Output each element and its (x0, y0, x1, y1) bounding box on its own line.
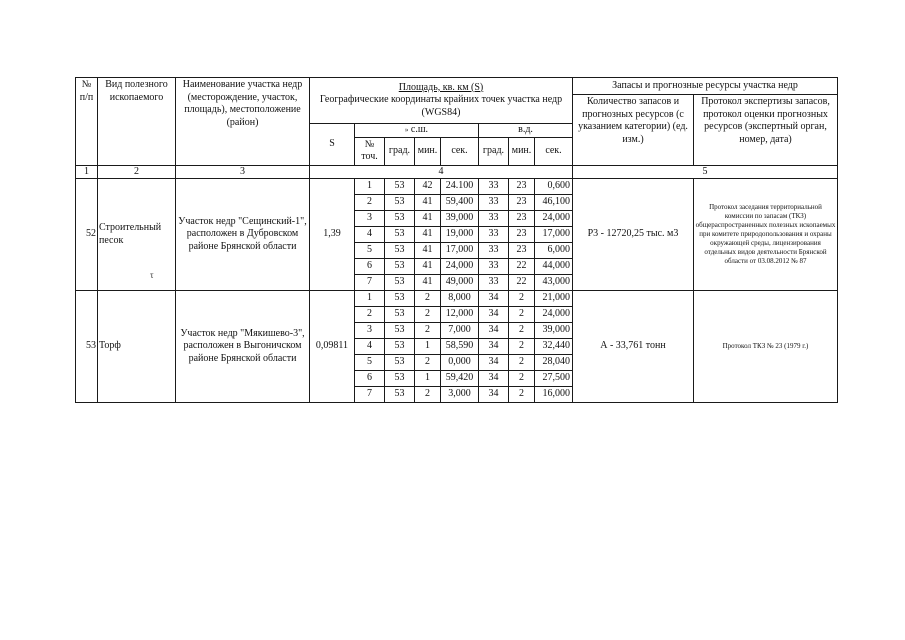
lon-seconds: 16,000 (535, 387, 573, 403)
point-number: 2 (355, 195, 385, 211)
point-number: 3 (355, 211, 385, 227)
lat-seconds: 12,000 (441, 307, 479, 323)
header-area-subtitle: Географические координаты крайних точек участка недр (WGS84) (319, 94, 563, 118)
lat-seconds: 24,000 (441, 259, 479, 275)
lat-degrees: 53 (385, 259, 415, 275)
header-lon-min: мин. (509, 137, 535, 165)
point-number: 5 (355, 355, 385, 371)
lon-minutes: 2 (509, 291, 535, 307)
column-number: 2 (98, 165, 176, 179)
lat-minutes: 1 (415, 339, 441, 355)
lat-degrees: 53 (385, 179, 415, 195)
lon-seconds: 46,100 (535, 195, 573, 211)
lon-seconds: 44,000 (535, 259, 573, 275)
lon-seconds: 27,500 (535, 371, 573, 387)
lat-seconds: 19,000 (441, 227, 479, 243)
lon-seconds: 24,000 (535, 211, 573, 227)
lat-degrees: 53 (385, 275, 415, 291)
lon-minutes: 23 (509, 179, 535, 195)
lon-degrees: 34 (479, 339, 509, 355)
lon-minutes: 23 (509, 243, 535, 259)
lon-seconds: 6,000 (535, 243, 573, 259)
mineral-type: Торф (98, 291, 176, 403)
lat-degrees: 53 (385, 339, 415, 355)
lon-degrees: 34 (479, 291, 509, 307)
point-number: 4 (355, 227, 385, 243)
header-lat-min: мин. (415, 137, 441, 165)
lat-seconds: 39,000 (441, 211, 479, 227)
header-quantity: Количество запасов и прогнозных ресурсов (с указанием категории) (ед. изм.) (573, 95, 694, 166)
lon-degrees: 33 (479, 275, 509, 291)
site-description: Участок недр "Мякишево-3", расположен в Выгоничском районе Брянской области (176, 291, 310, 403)
lat-minutes: 41 (415, 275, 441, 291)
subsoil-areas-table (75, 77, 838, 403)
header-s: S (310, 124, 355, 166)
lat-degrees: 53 (385, 195, 415, 211)
lon-seconds: 17,000 (535, 227, 573, 243)
lon-minutes: 2 (509, 323, 535, 339)
point-number: 7 (355, 387, 385, 403)
stray-mark: τ (150, 270, 154, 280)
area-value: 1,39 (310, 179, 355, 291)
lat-minutes: 41 (415, 195, 441, 211)
lat-degrees: 53 (385, 371, 415, 387)
area-value: 0,09811 (310, 291, 355, 403)
point-number: 6 (355, 259, 385, 275)
header-area-title: Площадь, кв. км (S) (398, 81, 484, 93)
point-number: 4 (355, 339, 385, 355)
lat-seconds: 49,000 (441, 275, 479, 291)
lon-minutes: 2 (509, 339, 535, 355)
table-row (76, 179, 838, 195)
lat-minutes: 41 (415, 259, 441, 275)
lat-degrees: 53 (385, 243, 415, 259)
header-site-name: Наименование участка недр (месторождение, участок, площадь), местоположение (район) (176, 78, 310, 166)
lat-seconds: 24.100 (441, 179, 479, 195)
lon-minutes: 23 (509, 227, 535, 243)
lon-minutes: 2 (509, 387, 535, 403)
point-number: 1 (355, 179, 385, 195)
column-number: 5 (573, 165, 838, 179)
entry-number: 52 (76, 179, 98, 291)
site-description: Участок недр "Сещинский-1", расположен в Дубровском районе Брянской области (176, 179, 310, 291)
point-number: 2 (355, 307, 385, 323)
lat-seconds: 0,000 (441, 355, 479, 371)
lat-degrees: 53 (385, 211, 415, 227)
lat-seconds: 59,400 (441, 195, 479, 211)
lon-seconds: 43,000 (535, 275, 573, 291)
protocol-reference: Протокол ТКЗ № 23 (1979 г.) (694, 291, 838, 403)
table-row (76, 291, 838, 307)
reserves-quantity: Р3 - 12720,25 тыс. м3 (573, 179, 694, 291)
lat-degrees: 53 (385, 227, 415, 243)
lat-minutes: 2 (415, 291, 441, 307)
lat-degrees: 53 (385, 355, 415, 371)
lon-degrees: 34 (479, 355, 509, 371)
header-point-no: № точ. (355, 137, 385, 165)
header-lon-deg: град. (479, 137, 509, 165)
lat-degrees: 53 (385, 291, 415, 307)
header-lon-sec: сек. (535, 137, 573, 165)
lat-seconds: 8,000 (441, 291, 479, 307)
lon-degrees: 34 (479, 387, 509, 403)
lon-degrees: 34 (479, 323, 509, 339)
lon-minutes: 23 (509, 195, 535, 211)
lat-minutes: 41 (415, 211, 441, 227)
lon-degrees: 33 (479, 227, 509, 243)
lat-degrees: 53 (385, 323, 415, 339)
lon-seconds: 21,000 (535, 291, 573, 307)
lon-seconds: 24,000 (535, 307, 573, 323)
point-number: 3 (355, 323, 385, 339)
lon-seconds: 39,000 (535, 323, 573, 339)
header-mineral-type: Вид полезного ископаемого (98, 78, 176, 166)
column-number: 1 (76, 165, 98, 179)
header-no: № п/п (76, 78, 98, 166)
header-latitude-label: с.ш. (410, 124, 429, 135)
header-lat-sec: сек. (441, 137, 479, 165)
reserves-quantity: А - 33,761 тонн (573, 291, 694, 403)
lat-seconds: 59,420 (441, 371, 479, 387)
lat-minutes: 2 (415, 323, 441, 339)
protocol-reference: Протокол заседания территориальной комиссии по запасам (ТКЗ) общераспространенных полезных ископаемых при комитете природопользования и охраны окружающей среды, лицензирования отдельных видов деятельности Брянской области от 03.08.2012 № 87 (694, 179, 838, 291)
lon-minutes: 22 (509, 275, 535, 291)
lon-degrees: 33 (479, 195, 509, 211)
column-number: 3 (176, 165, 310, 179)
lon-degrees: 33 (479, 259, 509, 275)
lon-minutes: 23 (509, 211, 535, 227)
header-reserves: Запасы и прогнозные ресурсы участка недр (573, 78, 838, 95)
point-number: 6 (355, 371, 385, 387)
header-protocol: Протокол экспертизы запасов, протокол оценки прогнозных ресурсов (экспертный орган, номер, дата) (694, 95, 838, 166)
header-lat-deg: град. (385, 137, 415, 165)
lon-minutes: 2 (509, 371, 535, 387)
lat-seconds: 58,590 (441, 339, 479, 355)
point-number: 5 (355, 243, 385, 259)
lon-minutes: 22 (509, 259, 535, 275)
lat-seconds: 7,000 (441, 323, 479, 339)
lat-seconds: 17,000 (441, 243, 479, 259)
lat-degrees: 53 (385, 387, 415, 403)
column-number: 4 (310, 165, 573, 179)
mineral-type: Строительный песок (98, 179, 176, 291)
lat-minutes: 2 (415, 387, 441, 403)
header-area-coords (310, 78, 573, 124)
header-latitude-mark: » (404, 126, 409, 134)
entry-number: 53 (76, 291, 98, 403)
lat-minutes: 42 (415, 179, 441, 195)
point-number: 1 (355, 291, 385, 307)
lon-minutes: 2 (509, 355, 535, 371)
lat-seconds: 3,000 (441, 387, 479, 403)
point-number: 7 (355, 275, 385, 291)
lon-degrees: 33 (479, 179, 509, 195)
lon-degrees: 33 (479, 243, 509, 259)
lon-seconds: 32,440 (535, 339, 573, 355)
lon-degrees: 34 (479, 371, 509, 387)
lon-degrees: 33 (479, 211, 509, 227)
lon-minutes: 2 (509, 307, 535, 323)
lat-minutes: 2 (415, 355, 441, 371)
lon-degrees: 34 (479, 307, 509, 323)
header-latitude (355, 124, 479, 138)
lon-seconds: 28,040 (535, 355, 573, 371)
lat-minutes: 1 (415, 371, 441, 387)
lat-minutes: 2 (415, 307, 441, 323)
lat-minutes: 41 (415, 243, 441, 259)
header-longitude: в.д. (479, 124, 573, 138)
lat-degrees: 53 (385, 307, 415, 323)
lon-seconds: 0,600 (535, 179, 573, 195)
lat-minutes: 41 (415, 227, 441, 243)
